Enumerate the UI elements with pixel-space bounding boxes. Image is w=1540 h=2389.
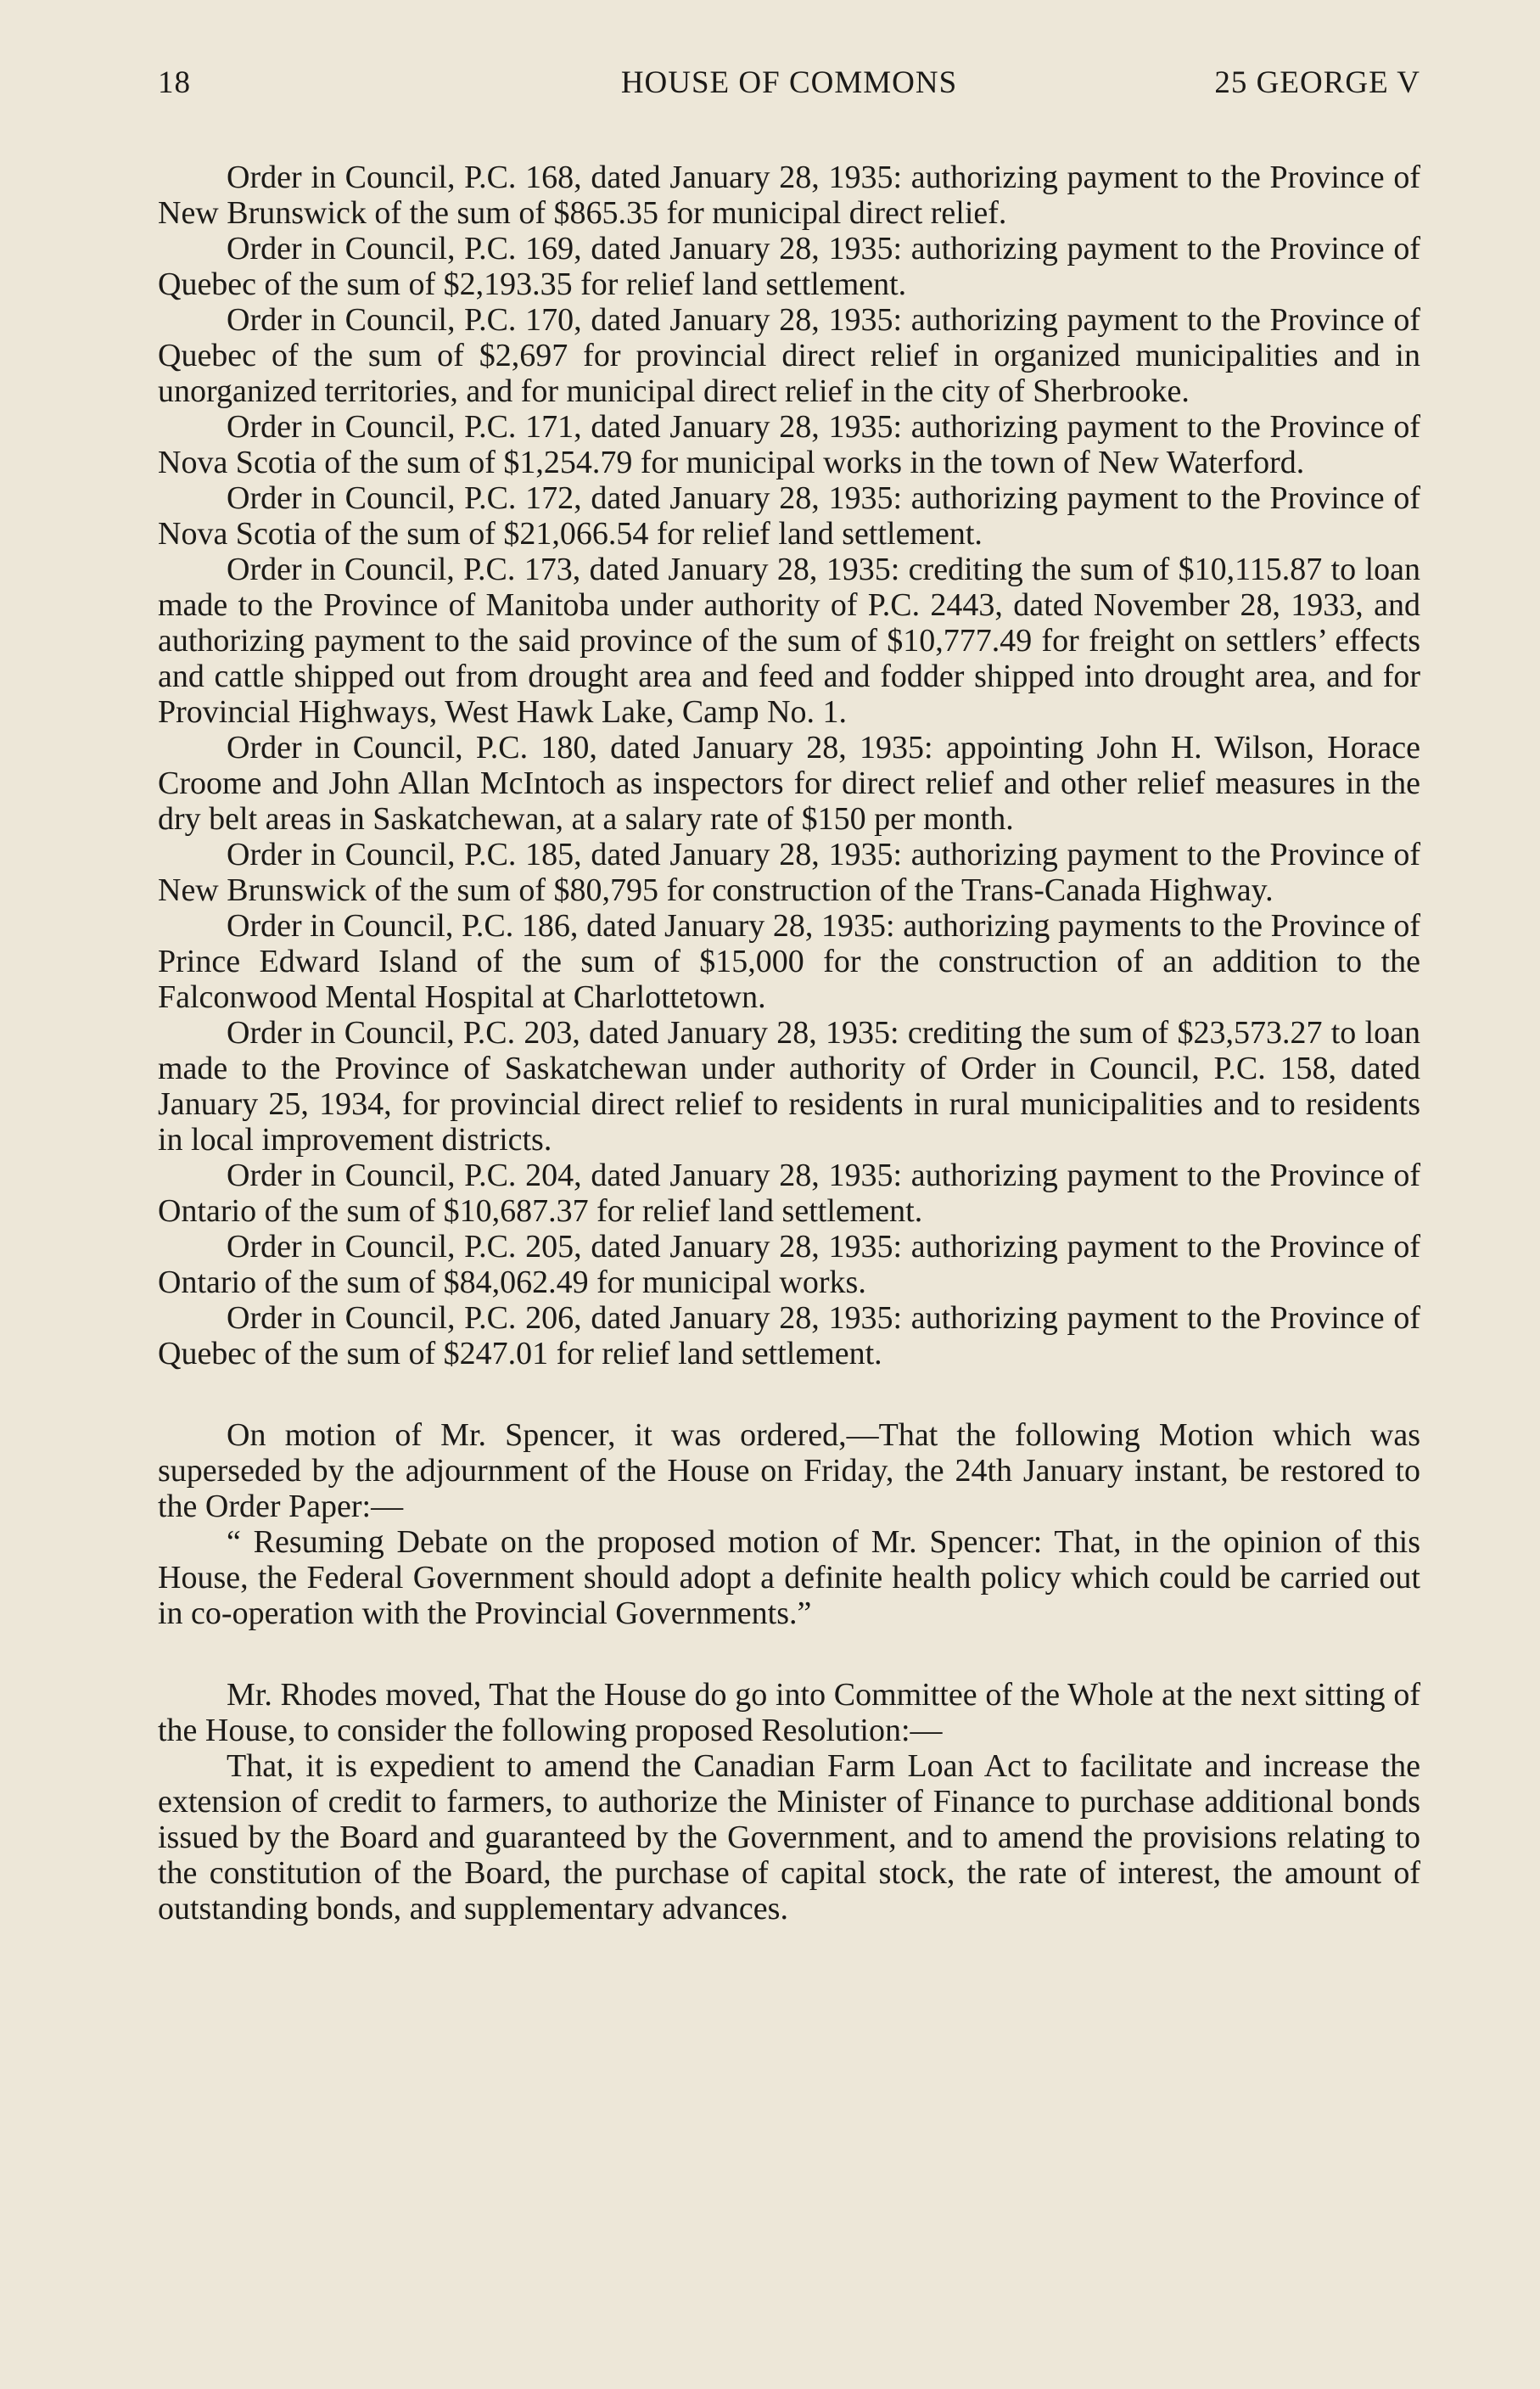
paragraph-pc-171: Order in Council, P.C. 171, dated January 28, 1935: authorizing payment to the Province of Nova Scotia of the sum of $1,254.79 for municipal works in the town of New Waterford. xyxy=(158,409,1420,480)
paragraph-pc-186: Order in Council, P.C. 186, dated January 28, 1935: authorizing payments to the Province of Prince Edward Island of the sum of $15,000 for the construction of an addition to the Falconwood Mental Hospital at Charlottetown. xyxy=(158,908,1420,1015)
paragraph-debate-quote: “ Resuming Debate on the proposed motion of Mr. Spencer: That, in the opinion of this House, the Federal Government should adopt a definite health policy which could be carried out in co-operation with the Provincial Governments.” xyxy=(158,1524,1420,1631)
paragraph-pc-203: Order in Council, P.C. 203, dated January 28, 1935: crediting the sum of $23,573.27 to loan made to the Province of Saskatchewan under authority of Order in Council, P.C. 158, dated January 25, 1934, for provincial direct relief to residents in rural municipalities and to residents in local improvement districts. xyxy=(158,1015,1420,1158)
paragraph-pc-180: Order in Council, P.C. 180, dated January 28, 1935: appointing John H. Wilson, Horace Croome and John Allan McIntoch as inspectors for direct relief and other relief measures in the dry belt areas in Saskatchewan, at a salary rate of $150 per month. xyxy=(158,730,1420,837)
paragraph-resolution: That, it is expedient to amend the Canadian Farm Loan Act to facilitate and increase the extension of credit to farmers, to authorize the Minister of Finance to purchase additional bonds issued by the Board and guaranteed by the Government, and to amend the provisions relating to the constitution of the Board, the purchase of capital stock, the rate of interest, the amount of outstanding bonds, and supplementary advances. xyxy=(158,1748,1420,1926)
paragraph-rhodes-motion: Mr. Rhodes moved, That the House do go into Committee of the Whole at the next sitting of the House, to consider the following proposed Resolution:— xyxy=(158,1677,1420,1748)
page-body xyxy=(158,160,1420,1926)
paragraph-pc-204: Order in Council, P.C. 204, dated January 28, 1935: authorizing payment to the Province of Ontario of the sum of $10,687.37 for relief land settlement. xyxy=(158,1158,1420,1229)
paragraph-pc-168: Order in Council, P.C. 168, dated January 28, 1935: authorizing payment to the Province of New Brunswick of the sum of $865.35 for municipal direct relief. xyxy=(158,160,1420,231)
paragraph-pc-173: Order in Council, P.C. 173, dated January 28, 1935: crediting the sum of $10,115.87 to loan made to the Province of Manitoba under authority of P.C. 2443, dated November 28, 1933, and authorizing payment to the said province of the sum of $10,777.49 for freight on settlers’ effects and cattle shipped out from drought area and feed and fodder shipped into drought area, and for Provincial Highways, West Hawk Lake, Camp No. 1. xyxy=(158,552,1420,730)
paragraph-pc-172: Order in Council, P.C. 172, dated January 28, 1935: authorizing payment to the Province of Nova Scotia of the sum of $21,066.54 for relief land settlement. xyxy=(158,480,1420,552)
paragraph-spencer-motion: On motion of Mr. Spencer, it was ordered,—That the following Motion which was superseded by the adjournment of the House on Friday, the 24th January instant, be restored to the Order Paper:— xyxy=(158,1417,1420,1524)
page-header xyxy=(158,64,1420,115)
header-title: HOUSE OF COMMONS xyxy=(620,65,958,100)
paragraph-pc-170: Order in Council, P.C. 170, dated January 28, 1935: authorizing payment to the Province of Quebec of the sum of $2,697 for provincial direct relief in organized municipalities and in unorganized territories, and for municipal direct relief in the city of Sherbrooke. xyxy=(158,302,1420,409)
paragraph-pc-206: Order in Council, P.C. 206, dated January 28, 1935: authorizing payment to the Province of Quebec of the sum of $247.01 for relief land settlement. xyxy=(158,1300,1420,1371)
page-number: 18 xyxy=(158,65,191,100)
header-reign: 25 GEORGE V xyxy=(1214,65,1420,100)
paragraph-pc-169: Order in Council, P.C. 169, dated January 28, 1935: authorizing payment to the Province of Quebec of the sum of $2,193.35 for relief land settlement. xyxy=(158,231,1420,302)
paragraph-pc-185: Order in Council, P.C. 185, dated January 28, 1935: authorizing payment to the Province of New Brunswick of the sum of $80,795 for construction of the Trans-Canada Highway. xyxy=(158,837,1420,908)
paragraph-pc-205: Order in Council, P.C. 205, dated January 28, 1935: authorizing payment to the Province of Ontario of the sum of $84,062.49 for municipal works. xyxy=(158,1229,1420,1300)
